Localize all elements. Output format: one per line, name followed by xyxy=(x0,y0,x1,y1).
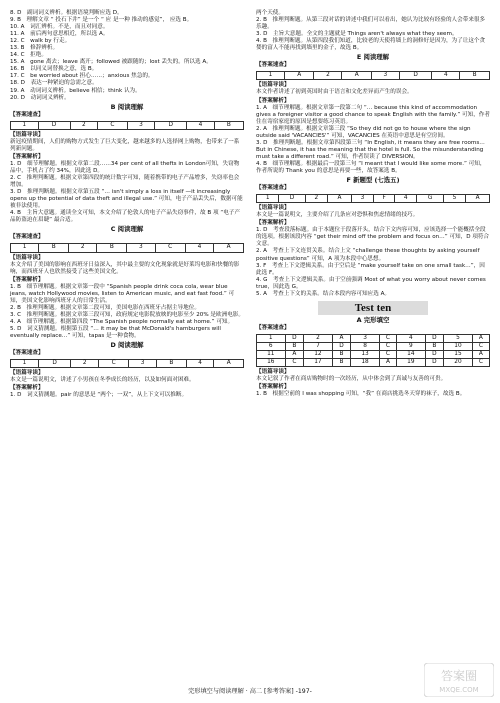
analysis-label: 【答案解析】 xyxy=(256,97,290,104)
answers-label: 【答案速查】 xyxy=(10,350,44,357)
answers-label: 【答案速查】 xyxy=(256,324,290,331)
answer-cell: G xyxy=(417,195,443,203)
answer-cell: 17 xyxy=(304,359,333,367)
answer-cell: 3 xyxy=(371,72,399,80)
analysis-item: 4. B 主旨大意题。通读全文可知，本文介绍了伦敦人的电子产品失窃事件，故 B 项 “电子产品防盗迫在眉睫” 最合适。 xyxy=(10,210,240,224)
commentary-text: 本文是一篇说明文，讲述了小男孩在冬季成长的经历，以及如何面对困难。 xyxy=(10,377,195,384)
answer-cell: C xyxy=(472,359,489,367)
paragraph: 15. A gone 离去；leave 离开；followed 被跟随的；lost 丢失的。所以选 A。 xyxy=(10,59,212,66)
answer-cell: 3 xyxy=(127,244,155,252)
answer-cell: D xyxy=(285,334,304,342)
analysis-item: 4. G 考查上下文逻辑关系。由于空前强调 Most of what you worry about never comes true，因此选 G。 xyxy=(256,276,486,290)
answer-cell: 11 xyxy=(257,350,286,358)
answer-cell: 2 xyxy=(305,195,327,203)
svg-text:MXQE.COM: MXQE.COM xyxy=(439,686,479,694)
answer-cell: 12 xyxy=(304,350,333,358)
paragraph: 10. A 词汇辨析。不是，而且对同意。 xyxy=(10,24,109,31)
answer-cell: A xyxy=(285,350,304,358)
paragraph: 13. B 修辞辨析。 xyxy=(10,45,59,52)
analysis-label: 【答案解析】 xyxy=(10,276,44,283)
commentary-label: 【语篇导读】 xyxy=(256,369,290,376)
answer-cell: C xyxy=(155,244,185,252)
analysis-item: 4. A 细节理解题。根据第四段 “The Spanish people normally eat at home.” 可知。 xyxy=(10,318,234,325)
answer-grid xyxy=(256,334,490,367)
answer-cell: B xyxy=(285,342,304,350)
answer-cell: 7 xyxy=(304,342,333,350)
paragraph: 14. C 拒绝。 xyxy=(10,52,47,59)
answer-table xyxy=(10,243,244,252)
answer-cell: B xyxy=(332,350,351,358)
paragraph: 9. B 理解文章 “ 投石下井” 是一个 “ 应 是一种 推动的感觉”， 应选 B。 xyxy=(10,17,193,24)
analysis-item: 2. B 推理判断题。根据文章第二段可知，美国电影在西班牙占据主导地位。 xyxy=(10,304,200,311)
answer-cell: 4 xyxy=(187,121,215,129)
paragraph: 20. D 动词词义辨析。 xyxy=(10,94,70,101)
answer-cell: A xyxy=(342,72,372,80)
answer-cell: D xyxy=(399,72,432,80)
answer-cell: C xyxy=(99,360,129,368)
analysis-item: 1. D 细节理解题。根据文章第二段……34 per cent of all thefts in London可知，失窃物品中，手机占了约 34%，因此选 D。 xyxy=(10,160,240,174)
answer-cell: A xyxy=(379,359,396,367)
answer-cell: B xyxy=(157,360,187,368)
answer-cell: 3 xyxy=(129,360,157,368)
answer-cell: A xyxy=(284,72,314,80)
answer-cell: 8 xyxy=(351,342,380,350)
answer-cell: 3 xyxy=(351,195,373,203)
answer-cell: D xyxy=(279,195,305,203)
answer-table xyxy=(10,121,244,130)
answer-cell: C xyxy=(98,121,128,129)
section-title-d: D 阅读理解 xyxy=(110,341,144,350)
answer-cell: D xyxy=(155,121,187,129)
svg-text:答案圈: 答案圈 xyxy=(440,669,478,683)
section-title-f: F 新题型 (七选五) xyxy=(346,176,400,185)
answer-cell: 2 xyxy=(304,334,333,342)
section-title-e: E 阅读理解 xyxy=(356,53,390,62)
analysis-item: 1. D 词义猜测题。pair 的意思是 “两个；一双”，从上下文可以推断。 xyxy=(10,392,188,399)
answer-cell: A xyxy=(328,195,352,203)
answer-table xyxy=(10,359,244,368)
paragraph: 18. D 表达一种紧迫的急需之意。 xyxy=(10,80,98,87)
answer-cell: 5 xyxy=(443,195,465,203)
commentary-label: 【语篇导读】 xyxy=(10,370,44,377)
analysis-item: 1. B 细节理解题。根据文章第一段中 “Spanish people drink coca cola, wear blue jeans, watch Hollywood movies, listen to American music, and eat fast food.” 可知，美国文化影响西班牙人的日常生活。 xyxy=(10,283,235,304)
commentary-text: 新冠疫情期间，人们的购物方式发生了巨大变化，越来越多的人选择网上购物，也带来了一系列新问题。 xyxy=(10,138,240,152)
answer-cell: A xyxy=(214,360,244,368)
commentary-label: 【语篇导读】 xyxy=(256,205,290,212)
test-title: Test ten xyxy=(318,301,428,315)
analysis-item: 3. D 推理判断题。根据文章第四段第三句 “In English, it means they are free rooms… But in Chinese, it has the meaning that the hotel is full. So the misunderstanding must take a different road.” 可知，作者误读了 DIVERSION。 xyxy=(256,139,485,160)
paragraph: 3. D 主旨大意题。全文的主题就是 Things aren't always what they seem。 xyxy=(256,31,458,38)
analysis-item: 4. B 细节理解题。根据最后一段第三句 “I meant that I would like some more.” 可知，作者所说的 Thank you 的意思是再要一些，故答案选 B。 xyxy=(256,160,486,174)
answer-cell: 1 xyxy=(257,195,279,203)
answer-cell: 20 xyxy=(444,359,473,367)
answer-cell: 15 xyxy=(444,350,473,358)
answer-cell: D xyxy=(425,350,444,358)
paragraph: 2. B 推理判断题。从第三段对话的讲述中我们可以看出，她认为比较有经验的人会带来很多乐趣。 xyxy=(256,17,486,31)
answer-cell: 13 xyxy=(351,350,380,358)
analysis-label: 【答案解析】 xyxy=(10,385,44,392)
answer-cell: 18 xyxy=(351,359,380,367)
answer-cell: 6 xyxy=(257,342,286,350)
answer-cell: B xyxy=(214,121,243,129)
answer-cell: 1 xyxy=(11,121,39,129)
answer-cell: D xyxy=(425,359,444,367)
answer-cell: B xyxy=(332,359,351,367)
answer-cell: D xyxy=(38,121,70,129)
analysis-item: 5. A 考查上下文的关系。结合本段内容可知应选 A。 xyxy=(256,290,391,297)
answer-cell: 2 xyxy=(314,72,342,80)
answer-cell: C xyxy=(379,334,396,342)
analysis-item: 1. D 考查段落标题。由于本题位于段落开头，结合下文内容可知，应该选择一个能概括全段的选项。根据该段内容 “get their mind off the problem and focus on…” 可知，D 项符合文意。 xyxy=(256,227,490,248)
analysis-item: 2. A 推理判断题。根据文章第三段 “So they did not go to house where the sign outside said 'VACANCIES'” 可知，VACANCIES 在英语中意思是有空房间。 xyxy=(256,125,471,139)
analysis-item: 3. D 推理判断题。根据文章第五段 “… isn't simply a loss in itself —it increasingly opens up the potential of data theft and illegal use.” 可知，电子产品丢失后，数据可能被非法使用。 xyxy=(10,189,243,210)
answer-cell: 9 xyxy=(397,342,426,350)
page-footer: 完形填空与阅读理解 · 高二 [参考答案] -197- xyxy=(188,688,312,695)
commentary-text: 本文介绍了美国的影响在西班牙日益深入，其中最主要的文化现象就是好莱坞电影和快餐的影响，而西班牙人也欣然接受了这些美国文化。 xyxy=(10,261,240,275)
commentary-label: 【语篇导读】 xyxy=(10,131,44,138)
answer-cell: B xyxy=(39,244,69,252)
analysis-item: 2. C 推理判断题。根据文章第四段的统计数字可知，随着携带的电子产品增多，失窃率也会增加。 xyxy=(10,175,240,189)
commentary-text: 本文作者讲述了初到英国时由于语言和文化差异而产生的误会。 xyxy=(256,89,413,96)
answer-cell: C xyxy=(379,342,396,350)
paragraph: 17. C be worried about 担心……；anxious 焦急的。 xyxy=(10,73,154,80)
answer-cell: 4 xyxy=(397,334,426,342)
answers-label: 【答案速查】 xyxy=(256,62,290,69)
commentary-label: 【语篇导读】 xyxy=(10,254,44,261)
answer-cell: D xyxy=(425,334,444,342)
answer-cell: 2 xyxy=(71,360,99,368)
answer-cell: 3 xyxy=(351,334,380,342)
commentary-text: 本文记叙了作者在商店购物时的一次经历，从中体会到了真诚与友善的可贵。 xyxy=(256,376,447,383)
paragraph: 19. A 动词词义辨析。believe 相信；think 认为。 xyxy=(10,87,141,94)
section-title-cloze: A 完形填空 xyxy=(356,315,390,324)
answer-cell: A xyxy=(466,195,490,203)
answer-cell: B xyxy=(425,342,444,350)
analysis-item: 1. B 根据空前的 I was shopping 可知，“我” 在商店挑选冬天穿的袜子，故选 B。 xyxy=(256,391,466,398)
answer-cell: D xyxy=(38,360,70,368)
answer-cell: 19 xyxy=(397,359,426,367)
analysis-item: 1. A 细节理解题。根据文章第一段第二句 “… because this kind of accommodation gives a foreigner visitor a good chance to speak English with the family.” 可知，作者住在寄宿家庭的原因是想要练习英语。 xyxy=(256,104,490,125)
answers-label: 【答案速查】 xyxy=(10,234,44,241)
right-column xyxy=(256,10,490,398)
answer-cell: 10 xyxy=(444,342,473,350)
answer-cell: B xyxy=(460,72,490,80)
analysis-label: 【答案解析】 xyxy=(256,220,290,227)
paragraph: 12. C walk by 行走。 xyxy=(10,38,71,45)
answer-cell: 1 xyxy=(11,360,39,368)
section-title-b: B 阅读理解 xyxy=(110,102,144,111)
paragraph: 16. B 以同义词替换之意，选 B。 xyxy=(10,66,98,73)
answer-cell: A xyxy=(214,244,244,252)
answer-cell: C xyxy=(472,342,489,350)
paragraph: 4. B 推理判断题。从第四段我们知道，比较老的天使将墙上的洞修好是因为，为了让这个贪婪的富人不能再找到墙里的金子，故选 B。 xyxy=(256,38,486,52)
answer-cell: C xyxy=(379,350,396,358)
answer-table xyxy=(256,71,490,80)
left-column xyxy=(10,10,244,399)
answer-table xyxy=(256,194,490,203)
analysis-label: 【答案解析】 xyxy=(10,153,44,160)
paragraph: 8. D 副词词义辨析。根据语境判断应选 D。 xyxy=(10,10,123,16)
analysis-item: 2. A 考查上下文连贯关系。结合上文 “challenge these thoughts by asking yourself positive questions” 可知，A 项为本段中心思想。 xyxy=(256,248,480,262)
answer-cell: A xyxy=(332,334,351,342)
answer-cell: 14 xyxy=(397,350,426,358)
answer-cell: F xyxy=(374,195,395,203)
analysis-item: 3. C 推理判断题。根据文章第三段可知，政府规定电影院放映的电影至少 20% 是欧洲电影。 xyxy=(10,311,244,318)
analysis-label: 【答案解析】 xyxy=(256,384,290,391)
watermark-logo xyxy=(424,663,494,697)
answer-cell: 16 xyxy=(257,359,286,367)
answer-cell: 1 xyxy=(257,72,285,80)
answer-cell: A xyxy=(472,350,489,358)
paragraph: 两个天使。 xyxy=(256,10,284,16)
answers-label: 【答案速查】 xyxy=(10,111,44,118)
answers-label: 【答案速查】 xyxy=(256,185,290,192)
answer-cell: 3 xyxy=(127,121,155,129)
answer-cell: 1 xyxy=(11,244,39,252)
answer-cell: B xyxy=(97,244,127,252)
paragraph: 11. A 前后两句意思相近，所以选 A。 xyxy=(10,31,109,38)
section-title-c: C 阅读理解 xyxy=(110,225,144,234)
answer-cell: 2 xyxy=(69,244,97,252)
commentary-label: 【语篇导读】 xyxy=(256,82,290,89)
answer-cell: 4 xyxy=(395,195,417,203)
answer-cell: 2 xyxy=(70,121,98,129)
answer-cell: C xyxy=(285,359,304,367)
answer-cell: A xyxy=(472,334,489,342)
answer-cell: D xyxy=(332,342,351,350)
answer-cell: 4 xyxy=(186,360,214,368)
commentary-text: 本文是一篇说明文，主要介绍了几条应对恐惧和焦虑情绪的技巧。 xyxy=(256,212,419,219)
answer-cell: 1 xyxy=(257,334,286,342)
answer-cell: 5 xyxy=(444,334,473,342)
answer-cell: 4 xyxy=(185,244,213,252)
answer-cell: 4 xyxy=(432,72,460,80)
analysis-item: 5. D 词义猜测题。根据第五段 “… it may be that McDonald's hamburgers will eventually replace…” 可知，tapas 是一种食物。 xyxy=(10,325,221,340)
analysis-item: 3. F 考查上下文逻辑关系。由于空后是 “make yourself take on one small task…”，因此选 F。 xyxy=(256,262,485,276)
